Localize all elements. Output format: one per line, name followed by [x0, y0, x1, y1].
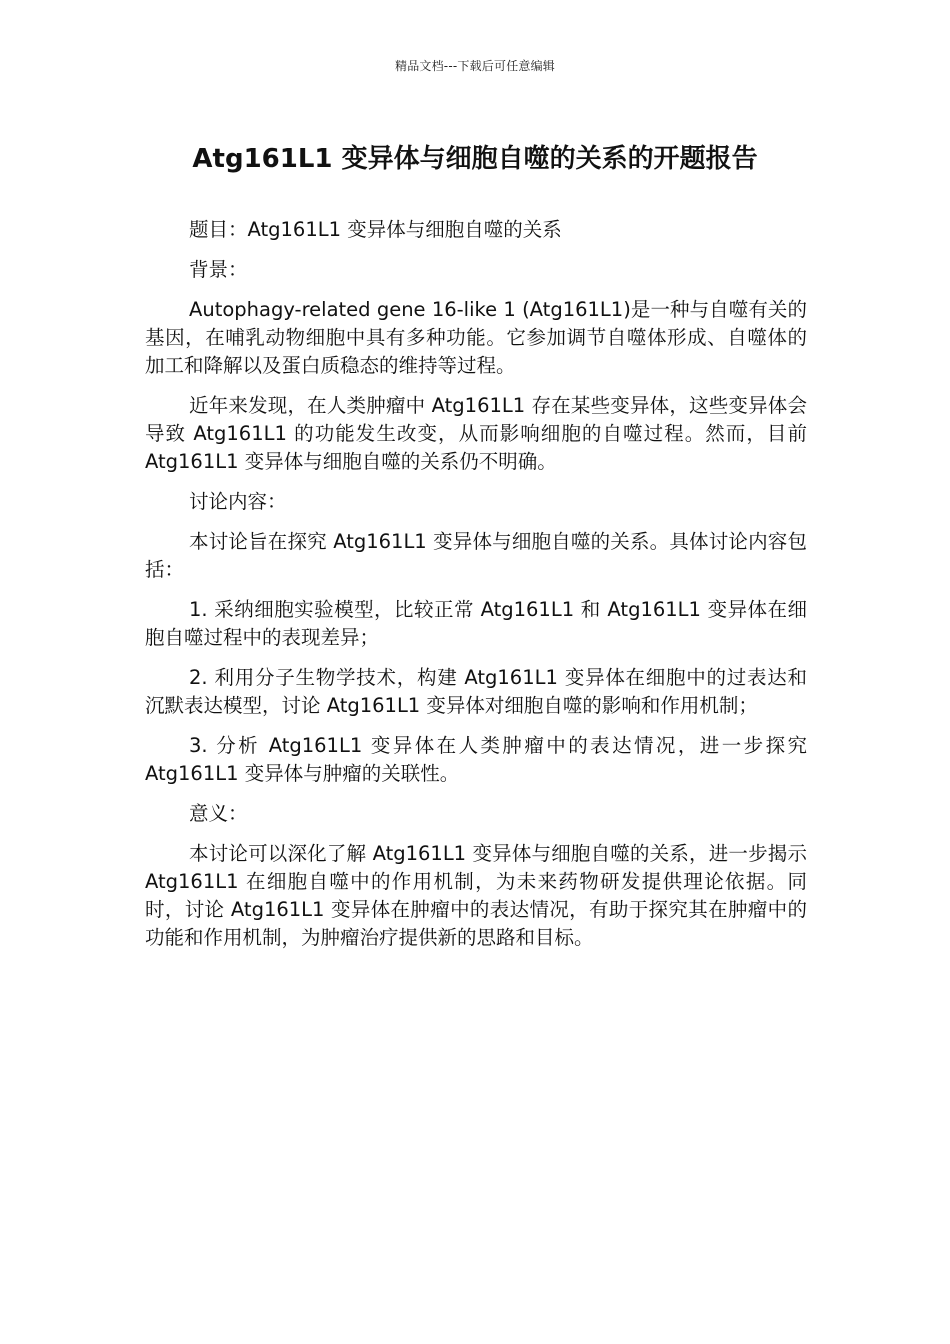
list-item-1: 1. 采纳细胞实验模型，比较正常 Atg161L1 和 Atg161L1 变异体在细胞自噬过程中的表现差异； [145, 598, 807, 649]
section-heading-discussion: 讨论内容： [189, 490, 287, 513]
document-body [145, 216, 807, 964]
paragraph-background-1: Autophagy-related gene 16-like 1 (Atg161L1)是一种与自噬有关的基因，在哺乳动物细胞中具有多种功能。它参加调节自噬体形成、自噬体的加工和降解以及蛋白质稳态的维持等过程。 [145, 298, 807, 377]
list-item-2: 2. 利用分子生物学技术，构建 Atg161L1 变异体在细胞中的过表达和沉默表达模型，讨论 Atg161L1 变异体对细胞自噬的影响和作用机制； [145, 666, 807, 717]
header-watermark: 精品文档---下载后可任意编辑 [395, 59, 555, 73]
section-heading-significance: 意义： [189, 802, 248, 825]
paragraph-significance: 本讨论可以深化了解 Atg161L1 变异体与细胞自噬的关系，进一步揭示 Atg161L1 在细胞自噬中的作用机制，为未来药物研发提供理论依据。同时，讨论 Atg161L1 变异体在肿瘤中的表达情况，有助于探究其在肿瘤中的功能和作用机制，为肿瘤治疗提供新的思路和目标。 [145, 842, 807, 949]
paragraph-background-2: 近年来发现，在人类肿瘤中 Atg161L1 存在某些变异体，这些变异体会导致 Atg161L1 的功能发生改变，从而影响细胞的自噬过程。然而，目前 Atg161L1 变异体与细胞自噬的关系仍不明确。 [145, 394, 807, 473]
topic-line: 题目：Atg161L1 变异体与细胞自噬的关系 [189, 218, 562, 241]
paragraph-discussion-intro: 本讨论旨在探究 Atg161L1 变异体与细胞自噬的关系。具体讨论内容包括： [145, 530, 807, 581]
document-title: Atg161L1 变异体与细胞自噬的关系的开题报告 [192, 144, 758, 174]
list-item-3: 3. 分析 Atg161L1 变异体在人类肿瘤中的表达情况，进一步探究 Atg161L1 变异体与肿瘤的关联性。 [145, 734, 807, 785]
section-heading-background: 背景： [189, 258, 248, 281]
